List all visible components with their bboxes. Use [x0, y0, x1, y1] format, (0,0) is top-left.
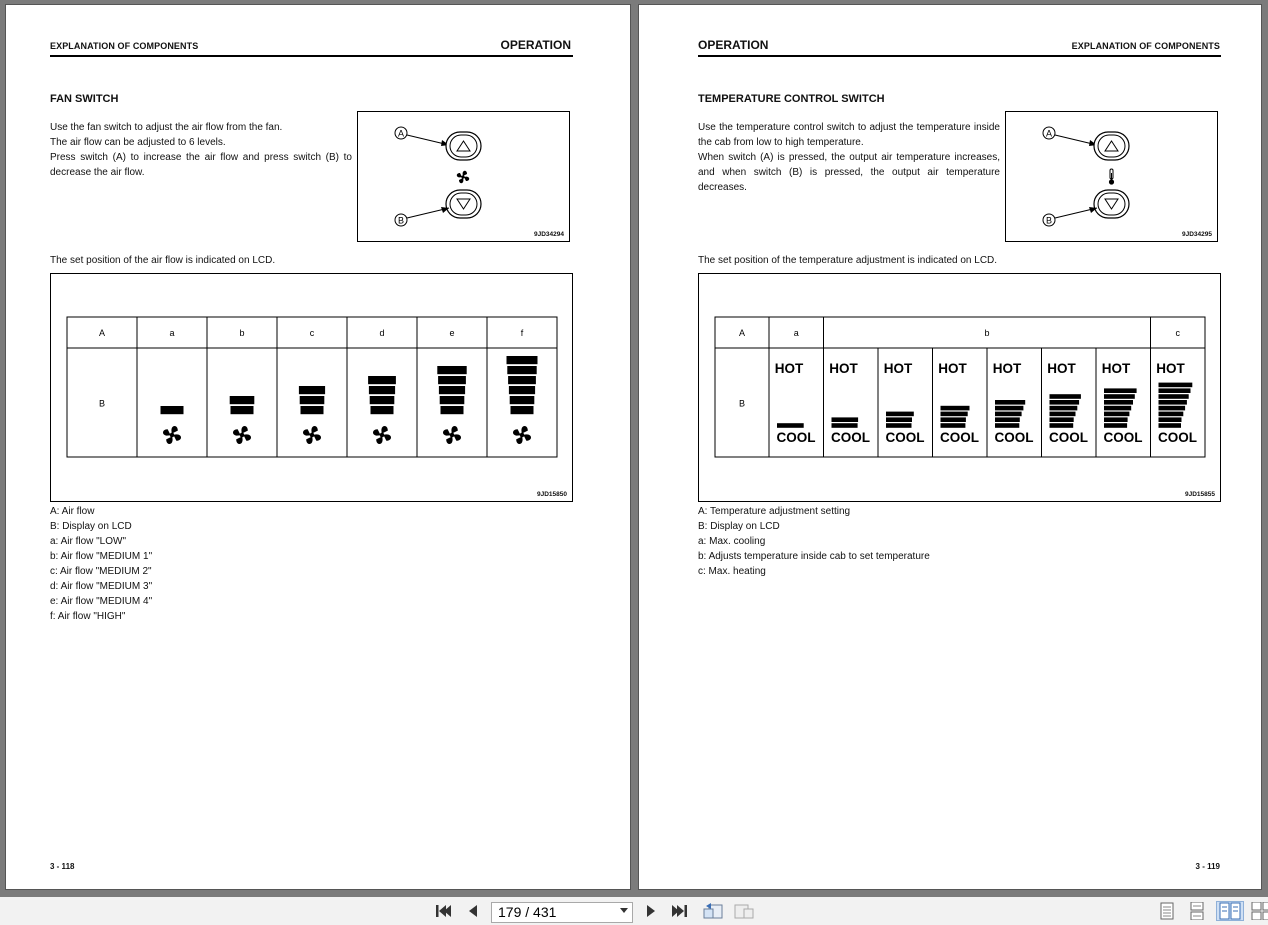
temperature-table-figure — [698, 273, 1221, 502]
lcd-sentence: The set position of the air flow is indicated on LCD. — [50, 255, 276, 266]
legend — [698, 504, 930, 579]
fan-icon — [443, 426, 461, 444]
column-header-e: e — [449, 328, 455, 338]
legend-item: a: Max. cooling — [698, 536, 766, 547]
temperature-bar — [1050, 394, 1081, 399]
column-header-a: a — [793, 328, 799, 338]
temperature-bar — [1159, 423, 1182, 428]
continuous-facing-icon[interactable] — [1250, 901, 1268, 921]
hot-label: HOT — [774, 361, 804, 376]
column-header-c: c — [1175, 328, 1180, 338]
hot-label: HOT — [938, 361, 967, 376]
temperature-bar — [832, 423, 858, 428]
fan-switch-figure — [357, 111, 570, 242]
legend-item: e: Air flow "MEDIUM 4" — [50, 596, 153, 607]
temperature-bar — [1104, 417, 1128, 422]
fan-blade — [451, 426, 457, 434]
temperature-bar — [1050, 417, 1074, 422]
figure-id: 9JD34294 — [534, 231, 564, 238]
temperature-bar — [1104, 412, 1129, 417]
legend-item: B: Display on LCD — [50, 521, 132, 532]
fan-icon — [233, 426, 251, 444]
fan-switch-drawing — [358, 112, 569, 241]
cool-label: COOL — [885, 430, 925, 445]
airflow-bar — [369, 386, 395, 394]
right-page — [638, 4, 1262, 890]
airflow-bar — [439, 386, 465, 394]
fan-blade — [243, 434, 251, 440]
figure-id: 9JD34295 — [1182, 231, 1212, 238]
airflow-bar — [510, 396, 535, 404]
airflow-bar — [509, 386, 535, 394]
temperature-bar — [995, 406, 1023, 411]
column-header-b: b — [984, 328, 990, 338]
temperature-bar — [1104, 423, 1127, 428]
airflow-bar — [438, 376, 466, 384]
temperature-bar — [1050, 412, 1076, 417]
switch-a-inner — [1098, 135, 1125, 157]
fan-blade — [313, 434, 321, 440]
airflow-bar — [231, 406, 254, 414]
cool-label: COOL — [831, 430, 870, 445]
legend-item: b: Air flow "MEDIUM 1" — [50, 551, 153, 562]
section-title: TEMPERATURE CONTROL SWITCH — [698, 93, 885, 105]
fan-blade — [306, 436, 312, 444]
temperature-bar — [886, 423, 912, 428]
fan-blade — [236, 436, 242, 444]
first-page-icon[interactable] — [432, 901, 454, 921]
next-page-icon[interactable] — [641, 901, 661, 921]
column-header-d: d — [379, 328, 385, 338]
fan-blade — [516, 436, 522, 444]
legend-item: A: Air flow — [50, 506, 95, 517]
airflow-bar — [368, 376, 396, 384]
temperature-bar — [886, 417, 912, 422]
running-header-left: EXPLANATION OF COMPONENTS — [50, 41, 199, 51]
go-back-icon[interactable] — [701, 901, 725, 921]
last-page-icon[interactable] — [669, 901, 691, 921]
cool-label: COOL — [994, 430, 1034, 445]
intro-line: When switch (A) is pressed, the output air temperature increases, and when switch (B) is pressed, the output air temperature decreases. — [698, 152, 1000, 193]
figure-id: 9JD15850 — [537, 491, 567, 498]
temperature-bar — [1050, 400, 1080, 405]
facing-pages-icon[interactable] — [1216, 901, 1244, 921]
airflow-table — [51, 274, 572, 501]
fan-blade — [173, 434, 181, 440]
section-title: FAN SWITCH — [50, 93, 119, 105]
airflow-bar — [300, 396, 325, 404]
temperature-bar — [1159, 394, 1189, 399]
temperature-bar — [1104, 394, 1135, 399]
airflow-bar — [507, 366, 536, 374]
airflow-bar — [230, 396, 255, 404]
switch-a-inner — [450, 135, 477, 157]
airflow-bar — [440, 396, 465, 404]
hot-label: HOT — [1047, 361, 1076, 376]
fan-blade — [303, 429, 311, 435]
fan-icon — [163, 426, 181, 444]
cool-label: COOL — [1103, 430, 1143, 445]
fan-blade — [166, 436, 172, 444]
left-page — [5, 4, 631, 890]
intro-line: The air flow can be adjusted to 6 levels. — [50, 137, 226, 148]
thermometer-icon — [1109, 169, 1114, 185]
label-a-text: A — [1045, 128, 1053, 139]
fan-icon — [373, 426, 391, 444]
temperature-bar — [995, 417, 1020, 422]
row-b-label: B — [738, 398, 746, 409]
temperature-bar — [832, 417, 859, 422]
previous-page-icon[interactable] — [463, 901, 483, 921]
temperature-bar — [1159, 388, 1191, 393]
fan-blade — [513, 429, 521, 435]
legend — [50, 504, 152, 624]
fan-blade — [241, 426, 247, 434]
fan-icon — [457, 171, 469, 183]
temperature-table — [699, 274, 1220, 501]
airflow-bar — [441, 406, 464, 414]
running-header-left: OPERATION — [698, 38, 769, 52]
temperature-bar — [1159, 400, 1187, 405]
intro-line: Use the temperature control switch to adjust the temperature inside the cab from low to high temperature. — [698, 122, 1000, 148]
cool-label: COOL — [776, 430, 816, 445]
chevron-down-icon[interactable] — [620, 908, 628, 914]
temperature-bar — [1159, 406, 1186, 411]
fan-icon — [513, 426, 531, 444]
hot-label: HOT — [829, 361, 858, 376]
page-number: 3 - 119 — [1195, 862, 1220, 871]
fan-blade — [373, 429, 381, 435]
temperature-bar — [995, 423, 1019, 428]
intro-line: Use the fan switch to adjust the air flow from the fan. — [50, 122, 283, 133]
legend-item: B: Display on LCD — [698, 521, 780, 532]
airflow-bar — [371, 406, 394, 414]
fan-blade — [521, 426, 527, 434]
running-header-right: OPERATION — [500, 38, 571, 52]
legend-item: a: Air flow "LOW" — [50, 536, 127, 547]
temperature-bar — [1159, 417, 1182, 422]
temperature-switch-figure — [1005, 111, 1218, 242]
temperature-bar — [941, 412, 968, 417]
row-a-label: A — [738, 328, 746, 338]
temperature-bar — [1159, 383, 1193, 388]
fan-blade — [233, 429, 241, 435]
cool-label: COOL — [1049, 430, 1088, 445]
page-indicator: 179 / 431 — [498, 904, 557, 920]
label-b-text: B — [1045, 215, 1053, 226]
temperature-bar — [1104, 400, 1133, 405]
column-header-b: b — [239, 328, 245, 338]
temperature-bar — [995, 412, 1022, 417]
go-forward-icon[interactable] — [732, 901, 756, 921]
airflow-bar — [161, 406, 184, 414]
fan-blade — [163, 429, 171, 435]
hot-label: HOT — [1101, 361, 1131, 376]
temperature-bar — [886, 412, 914, 417]
page-number: 3 - 118 — [50, 862, 75, 871]
cool-label: COOL — [940, 430, 979, 445]
legend-item: f: Air flow "HIGH" — [50, 611, 126, 622]
temperature-bar — [941, 423, 966, 428]
airflow-bar — [437, 366, 466, 374]
column-header-c: c — [309, 328, 315, 338]
intro-text — [50, 120, 352, 180]
temperature-bar — [1050, 406, 1078, 411]
temperature-bar — [777, 423, 804, 428]
hot-label: HOT — [1156, 361, 1185, 376]
row-a-label: A — [98, 328, 106, 338]
legend-item: c: Max. heating — [698, 566, 766, 577]
airflow-bar — [370, 396, 395, 404]
label-a-text: A — [397, 128, 405, 139]
header-rule — [50, 55, 573, 57]
temperature-bar — [941, 406, 970, 411]
label-b-text: B — [397, 215, 405, 226]
airflow-bar — [508, 376, 536, 384]
fan-blade — [523, 434, 531, 440]
single-page-icon[interactable] — [1156, 901, 1178, 921]
viewer-toolbar — [0, 897, 1268, 925]
cool-label: COOL — [1158, 430, 1197, 445]
figure-id: 9JD15855 — [1185, 491, 1215, 498]
temperature-bar — [1050, 423, 1074, 428]
intro-text — [698, 120, 1000, 195]
temperature-bar — [1104, 388, 1137, 393]
legend-item: d: Air flow "MEDIUM 3" — [50, 581, 153, 592]
airflow-bar — [511, 406, 534, 414]
page-number-field[interactable] — [491, 902, 633, 923]
header-rule — [698, 55, 1221, 57]
legend-item: A: Temperature adjustment setting — [698, 506, 851, 517]
legend-item: b: Adjusts temperature inside cab to set temperature — [698, 551, 930, 562]
running-header-right: EXPLANATION OF COMPONENTS — [1071, 41, 1220, 51]
temperature-switch-drawing — [1006, 112, 1217, 241]
fan-blade — [446, 436, 452, 444]
fan-blade — [443, 429, 451, 435]
fan-icon — [303, 426, 321, 444]
continuous-icon[interactable] — [1186, 901, 1208, 921]
column-header-a: a — [169, 328, 175, 338]
fan-blade — [383, 434, 391, 440]
airflow-table-figure — [50, 273, 573, 502]
row-b-label: B — [98, 398, 106, 409]
fan-blade — [453, 434, 461, 440]
temperature-bar — [941, 417, 966, 422]
fan-blade — [171, 426, 177, 434]
fan-blade — [376, 436, 382, 444]
fan-blade — [381, 426, 387, 434]
temperature-bar — [1159, 412, 1184, 417]
temperature-bar — [995, 400, 1025, 405]
lcd-sentence: The set position of the temperature adjustment is indicated on LCD. — [698, 255, 998, 266]
column-header-f: f — [520, 328, 524, 338]
airflow-bar — [507, 356, 538, 364]
intro-line: Press switch (A) to increase the air flow and press switch (B) to decrease the air flow. — [50, 152, 352, 178]
switch-b-inner — [450, 193, 477, 215]
switch-b-inner — [1098, 193, 1125, 215]
fan-blade — [311, 426, 317, 434]
airflow-bar — [301, 406, 324, 414]
temperature-bar — [1104, 406, 1131, 411]
airflow-bar — [299, 386, 325, 394]
legend-item: c: Air flow "MEDIUM 2" — [50, 566, 152, 577]
hot-label: HOT — [992, 361, 1022, 376]
hot-label: HOT — [883, 361, 913, 376]
